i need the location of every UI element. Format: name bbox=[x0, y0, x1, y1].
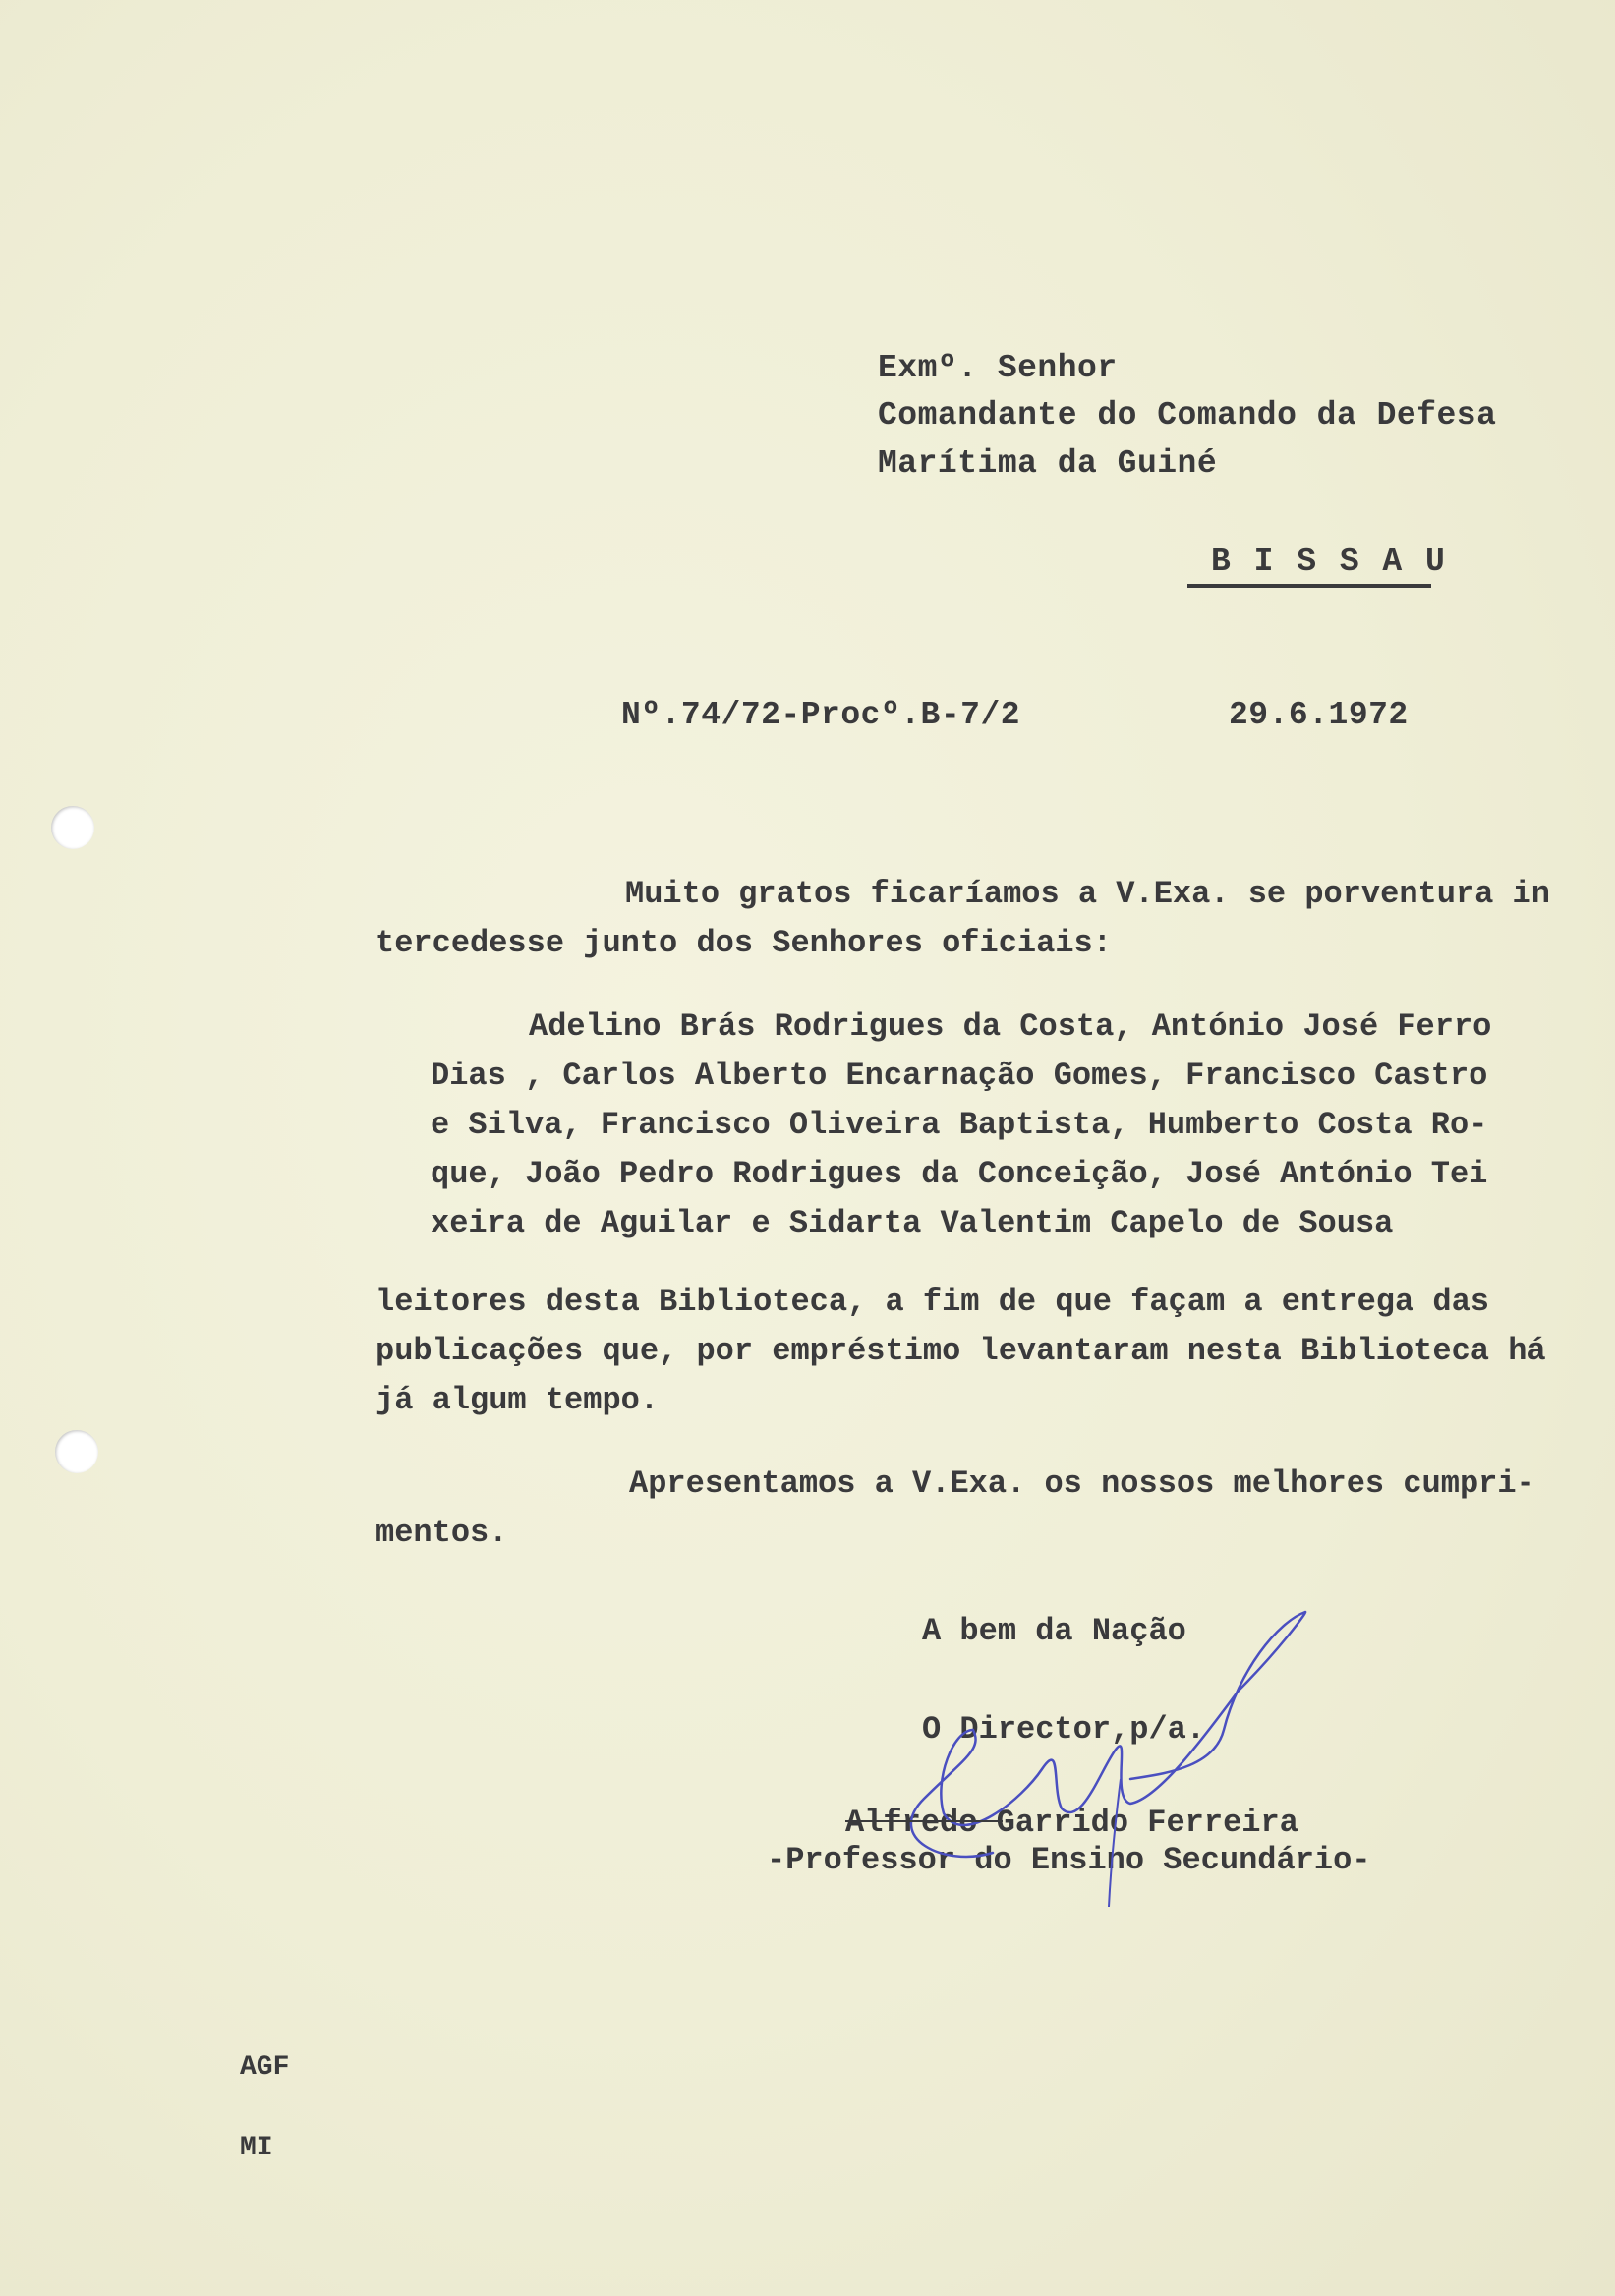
reference-number: Nº.74/72-Procº.B-7/2 bbox=[621, 697, 1021, 733]
paragraph-3-line-2: mentos. bbox=[375, 1515, 508, 1551]
reference-date: 29.6.1972 bbox=[1229, 697, 1409, 733]
names-line-4: que, João Pedro Rodrigues da Conceição, José António Tei bbox=[431, 1156, 1488, 1192]
initials-agf: AGF bbox=[240, 2052, 290, 2083]
paragraph-2-line-2: publicações que, por empréstimo levantaram nesta Biblioteca há bbox=[375, 1333, 1546, 1369]
signatory-name: Alfredo Garrido Ferreira bbox=[845, 1805, 1298, 1841]
paragraph-1-line-1: Muito gratos ficaríamos a V.Exa. se porventura in bbox=[625, 876, 1550, 912]
initials-mi: MI bbox=[240, 2133, 273, 2163]
addressee-line-2: Marítima da Guiné bbox=[878, 445, 1218, 482]
signatory-title: -Professor do Ensino Secundário- bbox=[767, 1842, 1371, 1878]
names-line-3: e Silva, Francisco Oliveira Baptista, Humberto Costa Ro- bbox=[431, 1107, 1488, 1143]
names-line-1: Adelino Brás Rodrigues da Costa, António José Ferro bbox=[529, 1008, 1492, 1045]
names-line-2: Dias , Carlos Alberto Encarnação Gomes, Francisco Castro bbox=[431, 1058, 1488, 1094]
closing-motto: A bem da Nação bbox=[922, 1613, 1186, 1649]
addressee-salutation: Exmº. Senhor bbox=[878, 350, 1118, 386]
signature-tail bbox=[1109, 1779, 1121, 1907]
closing-role: O Director,p/a. bbox=[922, 1711, 1206, 1748]
paragraph-3-line-1: Apresentamos a V.Exa. os nossos melhores cumpri- bbox=[629, 1465, 1535, 1502]
paragraph-2-line-3: já algum tempo. bbox=[375, 1382, 660, 1418]
paragraph-1-line-2: tercedesse junto dos Senhores oficiais: bbox=[375, 925, 1112, 961]
addressee-city: B I S S A U bbox=[1211, 544, 1447, 580]
names-line-5: xeira de Aguilar e Sidarta Valentim Capelo de Sousa bbox=[431, 1205, 1394, 1241]
addressee-line-1: Comandante do Comando da Defesa bbox=[878, 397, 1497, 433]
signature-stroke bbox=[911, 1612, 1305, 1857]
paragraph-2-line-1: leitores desta Biblioteca, a fim de que façam a entrega das bbox=[375, 1284, 1489, 1320]
